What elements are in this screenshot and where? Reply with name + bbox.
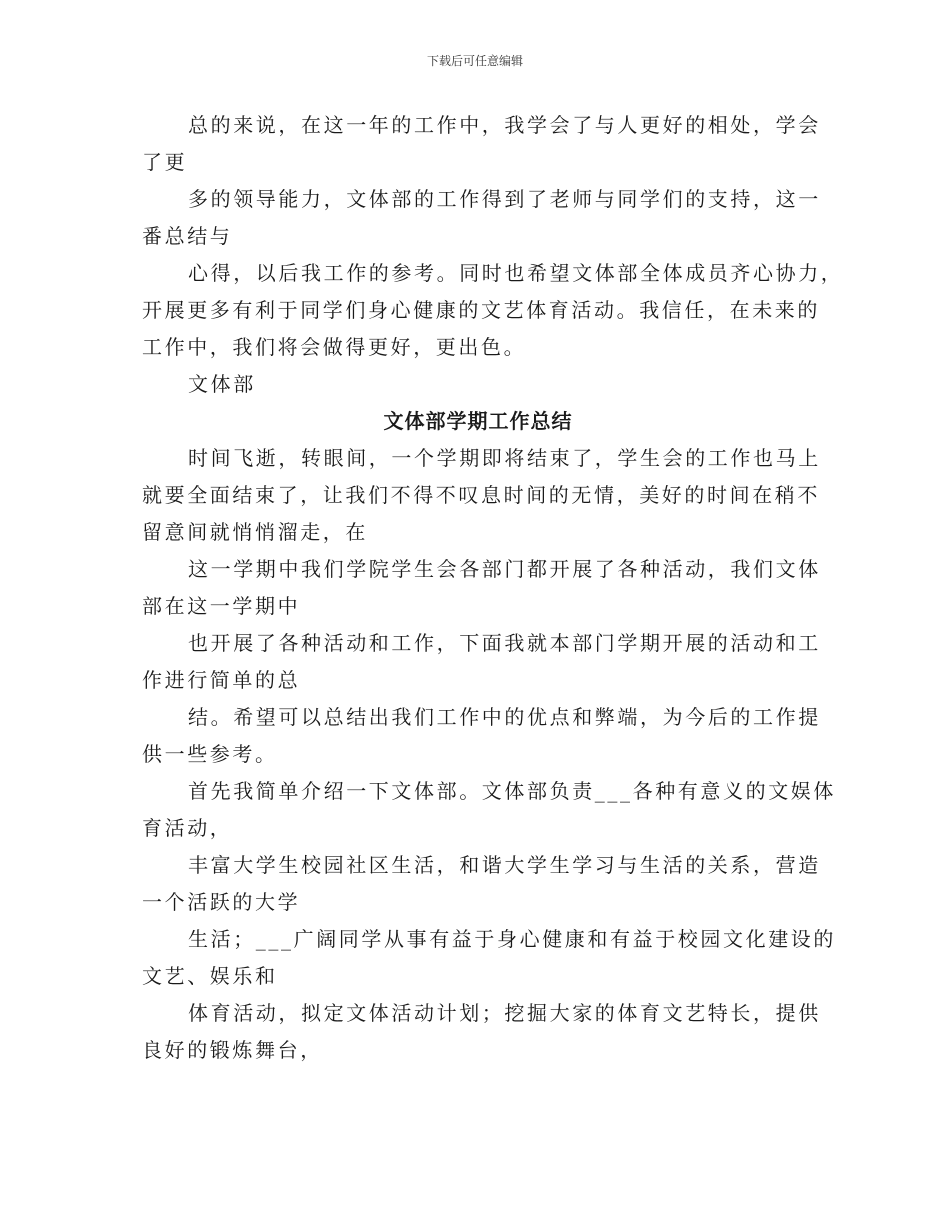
text-line: 良好的锻炼舞台，	[142, 1038, 323, 1062]
text-line: 供一些参考。	[142, 742, 278, 766]
document-body	[142, 107, 844, 1069]
text-line: 心得，以后我工作的参考。同时也希望文体部全体成员齐心协力，	[188, 261, 844, 285]
page-header: 下载后可任意编辑	[426, 54, 523, 68]
text-line: 作进行简单的总	[142, 668, 301, 692]
text-line: 一个活跃的大学	[142, 890, 301, 914]
text-line: 丰富大学生校园社区生活，和谐大学生学习与生活的关系，营造	[188, 853, 821, 877]
text-line: 总的来说，在这一年的工作中，我学会了与人更好的相处，学会	[188, 113, 821, 137]
text-line: 生活；___广阔同学从事有益于身心健康和有益于校园文化建设的	[188, 927, 836, 951]
text-line: 就要全面结束了，让我们不得不叹息时间的无情，美好的时间在稍不	[142, 483, 820, 507]
text-line: 番总结与	[142, 224, 233, 248]
text-line: 开展更多有利于同学们身心健康的文艺体育活动。我信任，在未来的	[142, 298, 820, 322]
text-line: 文体部	[188, 372, 256, 396]
text-line: 结。希望可以总结出我们工作中的优点和弊端，为今后的工作提	[188, 705, 821, 729]
text-line: 文艺、娱乐和	[142, 964, 278, 988]
document-title: 文体部学期工作总结	[383, 409, 573, 433]
text-line: 工作中，我们将会做得更好，更出色。	[142, 335, 527, 359]
text-line: 也开展了各种活动和工作，下面我就本部门学期开展的活动和工	[188, 631, 821, 655]
text-line: 留意间就悄悄溜走，在	[142, 520, 368, 544]
text-line: 这一学期中我们学院学生会各部门都开展了各种活动，我们文体	[188, 557, 821, 581]
text-line: 了更	[142, 150, 188, 174]
text-line: 首先我简单介绍一下文体部。文体部负责___各种有意义的文娱体	[188, 779, 836, 803]
text-line: 多的领导能力，文体部的工作得到了老师与同学们的支持，这一	[188, 187, 821, 211]
text-line: 部在这一学期中	[142, 594, 301, 618]
text-line: 时间飞逝，转眼间，一个学期即将结束了，学生会的工作也马上	[188, 446, 821, 470]
text-line: 育活动，	[142, 816, 233, 840]
text-line: 体育活动，拟定文体活动计划；挖掘大家的体育文艺特长，提供	[188, 1001, 821, 1025]
